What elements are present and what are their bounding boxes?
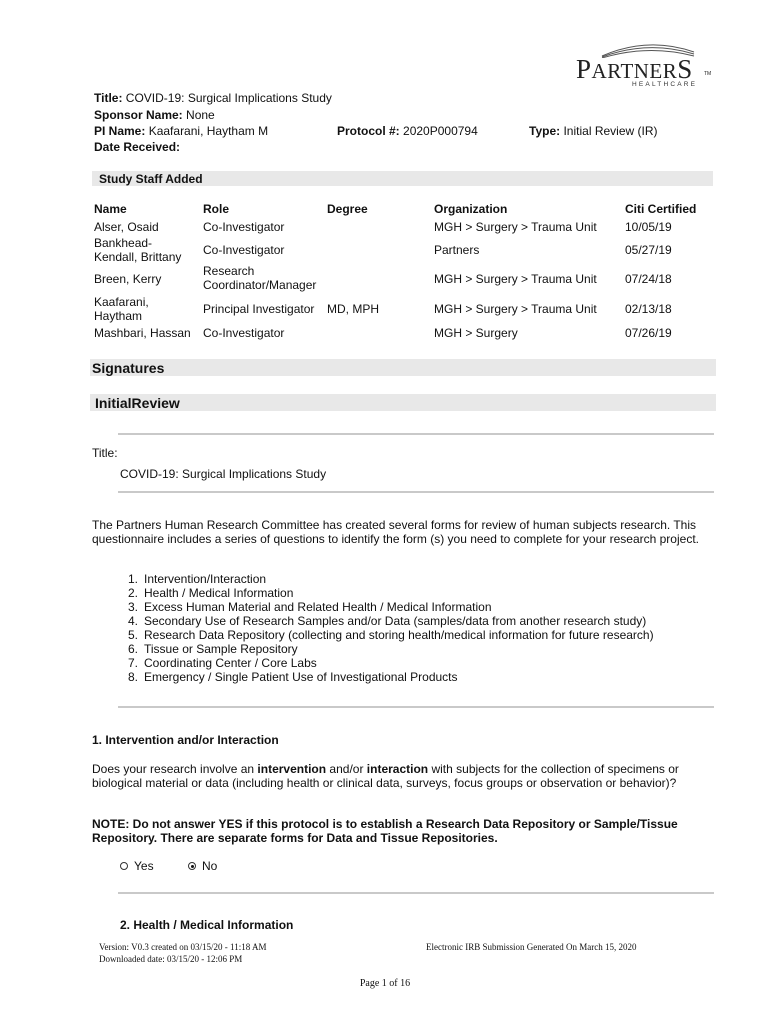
list-item [120, 642, 654, 656]
logo-subtitle: HEALTHCARE [632, 81, 698, 88]
initial-review-heading: InitialReview [95, 395, 180, 411]
list-number: 8. [127, 670, 138, 684]
q2-heading: 2. Health / Medical Information [120, 918, 294, 932]
staff-citi-date: 05/27/19 [625, 243, 672, 257]
header-sponsor: Sponsor Name: None [94, 108, 215, 122]
staff-citi-date: 02/13/18 [625, 302, 672, 316]
q1-option-yes[interactable]: Yes [120, 859, 154, 873]
initial-review-bar [90, 394, 716, 411]
staff-organization: MGH > Surgery > Trauma Unit [434, 220, 597, 234]
list-number: 3. [127, 600, 138, 614]
staff-organization: Partners [434, 243, 480, 257]
staff-organization: MGH > Surgery > Trauma Unit [434, 302, 597, 316]
col-citi-certified: Citi Certified [625, 202, 697, 216]
list-item [120, 614, 654, 628]
list-number: 7. [127, 656, 138, 670]
header-type: Type: Initial Review (IR) [529, 124, 658, 138]
staff-degree: MD, MPH [327, 302, 379, 316]
staff-name: Bankhead- Kendall, Brittany [94, 236, 182, 264]
list-number: 1. [127, 572, 138, 586]
staff-name: Breen, Kerry [94, 272, 162, 286]
staff-name: Mashbari, Hassan [94, 326, 191, 340]
q1-question: Does your research involve an intervention and/or interaction with subjects for the collection of specimens or biological material or data (including health or clinical data, surveys, focus groups or observation or behavior)? [92, 762, 679, 790]
intro-paragraph: The Partners Human Research Committee has created several forms for review of human subjects research. This questionnaire includes a series of questions to identify the form (s) you need to complete for your research project. [92, 518, 699, 546]
logo-trademark: TM [704, 71, 712, 77]
forms-list [120, 572, 654, 684]
divider [118, 892, 714, 894]
list-item-text: Tissue or Sample Repository [144, 642, 298, 656]
list-item [120, 572, 654, 586]
divider [118, 706, 714, 708]
list-number: 6. [127, 642, 138, 656]
signatures-heading: Signatures [92, 360, 165, 376]
list-item [120, 628, 654, 642]
footer-downloaded: Downloaded date: 03/15/20 - 12:06 PM [99, 954, 243, 964]
header-title: Title: COVID-19: Surgical Implications Study [94, 91, 332, 105]
list-item-text: Coordinating Center / Core Labs [144, 656, 317, 670]
list-item [120, 586, 654, 600]
staff-role: Co-Investigator [203, 220, 285, 234]
staff-name: Kaafarani, Haytham [94, 295, 149, 323]
list-item-text: Research Data Repository (collecting and storing health/medical information for future research) [144, 628, 654, 642]
staff-citi-date: 07/24/18 [625, 272, 672, 286]
list-item-text: Health / Medical Information [144, 586, 294, 600]
title-block-value: COVID-19: Surgical Implications Study [120, 467, 327, 481]
footer-version: Version: V0.3 created on 03/15/20 - 11:18 AM [99, 942, 267, 952]
divider [118, 433, 714, 435]
staff-organization: MGH > Surgery [434, 326, 518, 340]
list-item [120, 670, 654, 684]
header-protocol: Protocol #: 2020P000794 [337, 124, 478, 138]
staff-citi-date: 10/05/19 [625, 220, 672, 234]
title-block-label: Title: [92, 446, 118, 460]
q1-option-no[interactable]: No [188, 859, 217, 873]
staff-name: Alser, Osaid [94, 220, 159, 234]
q1-heading: 1. Intervention and/or Interaction [92, 733, 279, 747]
page-number: Page 1 of 16 [359, 978, 411, 989]
col-name: Name [94, 202, 127, 216]
list-item-text: Excess Human Material and Related Health / Medical Information [144, 600, 492, 614]
list-number: 5. [127, 628, 138, 642]
staff-role: Co-Investigator [203, 243, 285, 257]
logo-wordmark: PARTNERS [576, 54, 693, 84]
list-item-text: Emergency / Single Patient Use of Investigational Products [144, 670, 458, 684]
signatures-bar [90, 359, 716, 376]
col-role: Role [203, 202, 230, 216]
study-staff-heading: Study Staff Added [99, 172, 203, 186]
staff-role: Principal Investigator [203, 302, 315, 316]
q1-note: NOTE: Do not answer YES if this protocol is to establish a Research Data Repository or Sample/Tissue Repository. There are separate forms for Data and Tissue Repositories. [92, 817, 678, 845]
list-number: 4. [127, 614, 138, 628]
list-item-text: Secondary Use of Research Samples and/or Data (samples/data from another research study) [144, 614, 647, 628]
radio-no-selected-icon[interactable] [188, 862, 196, 870]
radio-yes-icon[interactable] [120, 862, 128, 870]
staff-citi-date: 07/26/19 [625, 326, 672, 340]
list-number: 2. [127, 586, 138, 600]
divider [118, 491, 714, 493]
footer-generated: Electronic IRB Submission Generated On March 15, 2020 [426, 942, 637, 952]
col-degree: Degree [327, 202, 368, 216]
col-organization: Organization [434, 202, 508, 216]
staff-role: Co-Investigator [203, 326, 285, 340]
header-pi: PI Name: Kaafarani, Haytham M [94, 124, 269, 138]
staff-role: Research Coordinator/Manager [203, 264, 317, 292]
list-item-text: Intervention/Interaction [144, 572, 267, 586]
list-item [120, 600, 654, 614]
staff-organization: MGH > Surgery > Trauma Unit [434, 272, 597, 286]
partners-healthcare-logo [574, 40, 714, 92]
header-date-received: Date Received: [94, 140, 181, 154]
list-item [120, 656, 654, 670]
